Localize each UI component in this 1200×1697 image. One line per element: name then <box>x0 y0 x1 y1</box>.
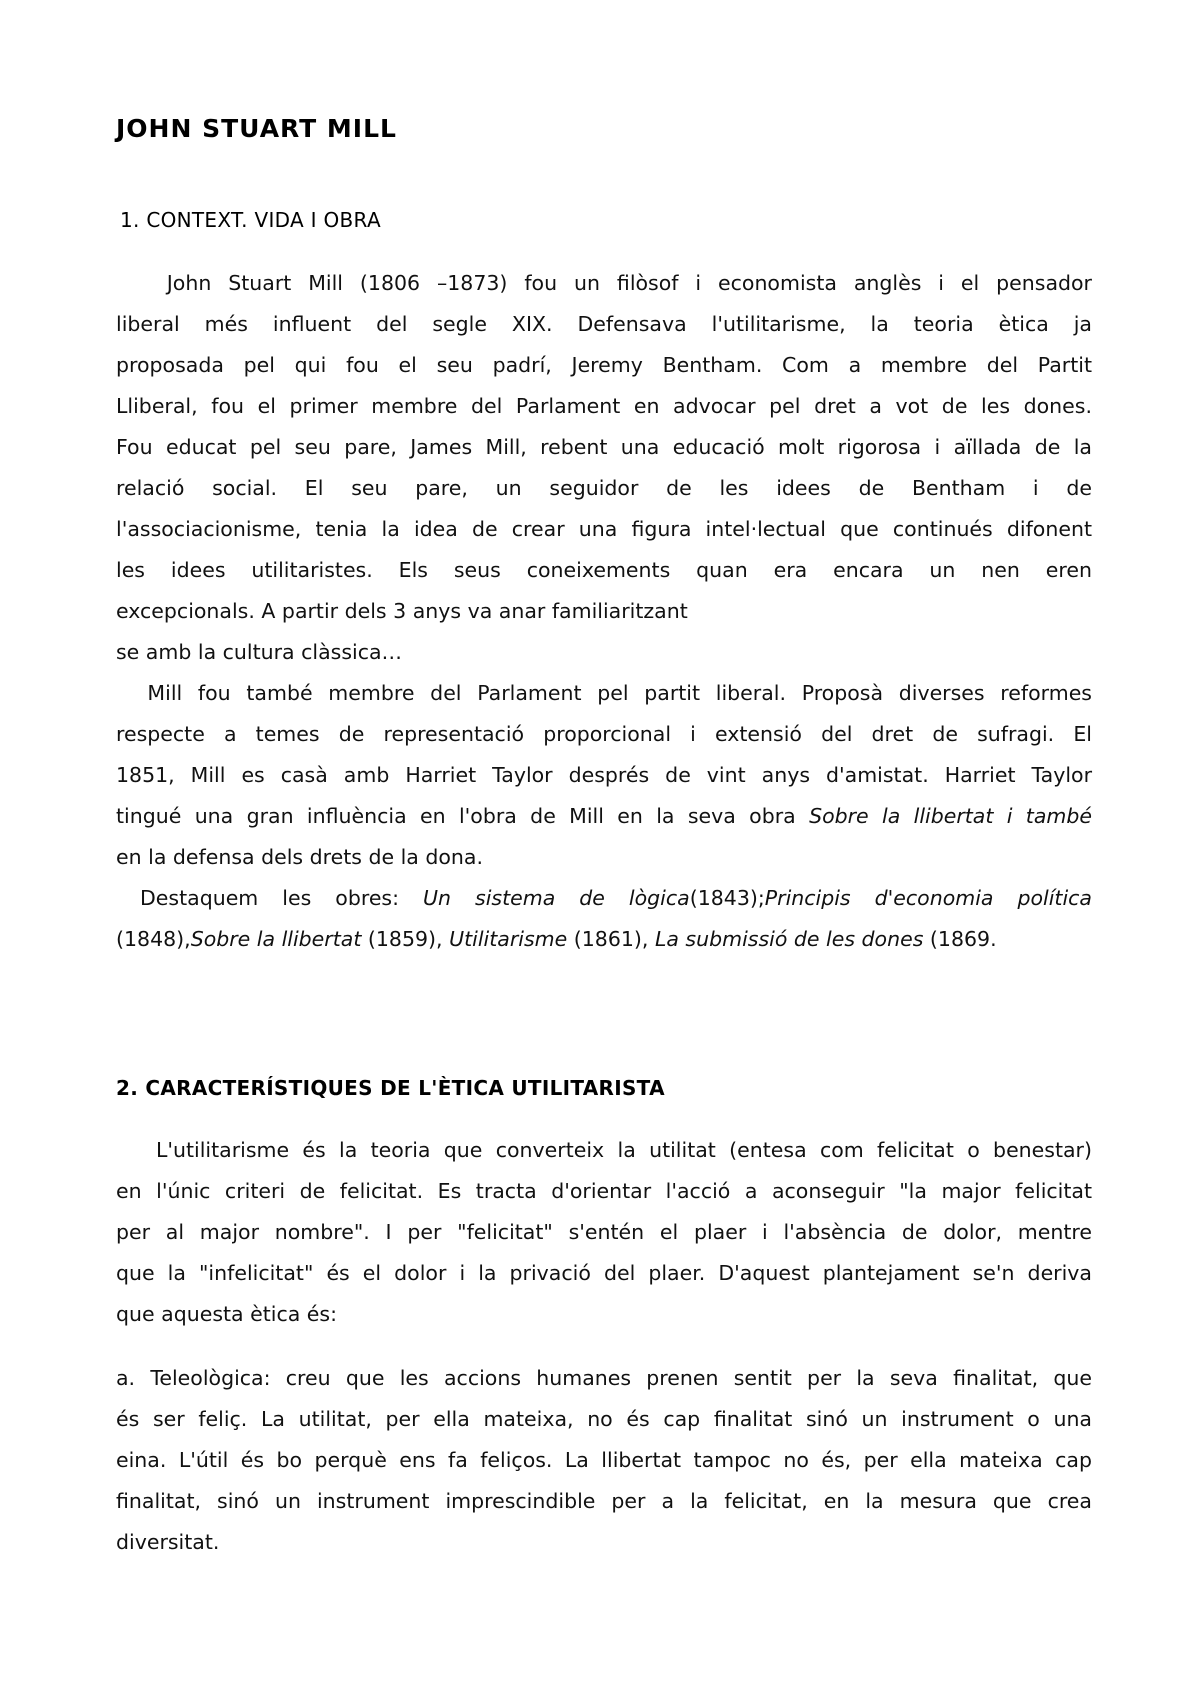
text-line: l'associacionisme, tenia la idea de crear una figura intel·lectual que continués difonent <box>116 517 1092 541</box>
text-span: (1859), <box>361 927 450 951</box>
section-2-heading: 2. CARACTERÍSTIQUES DE L'ÈTICA UTILITARISTA <box>116 1076 665 1100</box>
section-1-heading: 1. CONTEXT. VIDA I OBRA <box>120 208 381 232</box>
text-line: liberal més influent del segle XIX. Defensava l'utilitarisme, la teoria ètica ja <box>116 312 1092 336</box>
text-line: les idees utilitaristes. Els seus coneixements quan era encara un nen eren <box>116 558 1092 582</box>
works-line-2 <box>116 919 1092 960</box>
text-span: Destaquem les obres: <box>116 886 424 910</box>
text-line: que aquesta ètica és: <box>116 1302 338 1326</box>
text-line: Fou educat pel seu pare, James Mill, rebent una educació molt rigorosa i aïllada de la <box>116 435 1092 459</box>
text-line: L'utilitarisme és la teoria que converteix la utilitat (entesa com felicitat o benestar) <box>116 1138 1092 1162</box>
text-line: 1851, Mill es casà amb Harriet Taylor després de vint anys d'amistat. Harriet Taylor <box>116 763 1092 787</box>
text-line: se amb la cultura clàssica… <box>116 640 403 664</box>
text-line: que la "infelicitat" és el dolor i la privació del plaer. D'aquest plantejament se'n deriva <box>116 1261 1092 1285</box>
text-line: diversitat. <box>116 1530 220 1554</box>
book-title: La submissió de les dones <box>654 927 924 951</box>
text-line <box>116 796 1092 837</box>
section-1-paragraph-1 <box>116 263 1092 960</box>
text-span: (1861), <box>567 927 655 951</box>
text-span: (1843); <box>689 886 765 910</box>
book-title: Utilitarisme <box>449 927 568 951</box>
works-line-1 <box>116 878 1092 919</box>
document-title: JOHN STUART MILL <box>116 114 397 143</box>
text-line: excepcionals. A partir dels 3 anys va anar familiaritzant <box>116 599 688 623</box>
text-line: finalitat, sinó un instrument imprescindible per a la felicitat, en la mesura que crea <box>116 1489 1092 1513</box>
text-span: tingué una gran influència en l'obra de Mill en la seva obra <box>116 804 810 828</box>
text-line: proposada pel qui fou el seu padrí, Jeremy Bentham. Com a membre del Partit <box>116 353 1092 377</box>
book-title: Sobre la llibertat <box>190 927 362 951</box>
text-line: en la defensa dels drets de la dona. <box>116 845 483 869</box>
text-line: és ser feliç. La utilitat, per ella mateixa, no és cap finalitat sinó un instrument o una <box>116 1407 1092 1431</box>
book-title: Principis d'economia política <box>764 886 1092 910</box>
text-line: Lliberal, fou el primer membre del Parlament en advocar pel dret a vot de les dones. <box>116 394 1092 418</box>
text-line: relació social. El seu pare, un seguidor de les idees de Bentham i de <box>116 476 1092 500</box>
book-title: Sobre la llibertat i també <box>809 804 1092 828</box>
text-span: (1848), <box>116 927 191 951</box>
text-span: (1869. <box>923 927 997 951</box>
text-line: eina. L'útil és bo perquè ens fa feliços. La llibertat tampoc no és, per ella mateixa cap <box>116 1448 1092 1472</box>
text-line: respecte a temes de representació proporcional i extensió del dret de sufragi. El <box>116 722 1092 746</box>
section-2-paragraph-1 <box>116 1130 1092 1335</box>
text-line: per al major nombre". I per "felicitat" s'entén el plaer i l'absència de dolor, mentre <box>116 1220 1092 1244</box>
text-line: John Stuart Mill (1806 –1873) fou un filòsof i economista anglès i el pensador <box>116 271 1092 295</box>
text-line: a. Teleològica: creu que les accions humanes prenen sentit per la seva finalitat, que <box>116 1366 1092 1390</box>
book-title: Un sistema de lògica <box>423 886 690 910</box>
text-line: en l'únic criteri de felicitat. Es tracta d'orientar l'acció a aconseguir "la major felicitat <box>116 1179 1092 1203</box>
section-2-paragraph-2 <box>116 1358 1092 1563</box>
text-line: Mill fou també membre del Parlament pel partit liberal. Proposà diverses reformes <box>116 681 1092 705</box>
